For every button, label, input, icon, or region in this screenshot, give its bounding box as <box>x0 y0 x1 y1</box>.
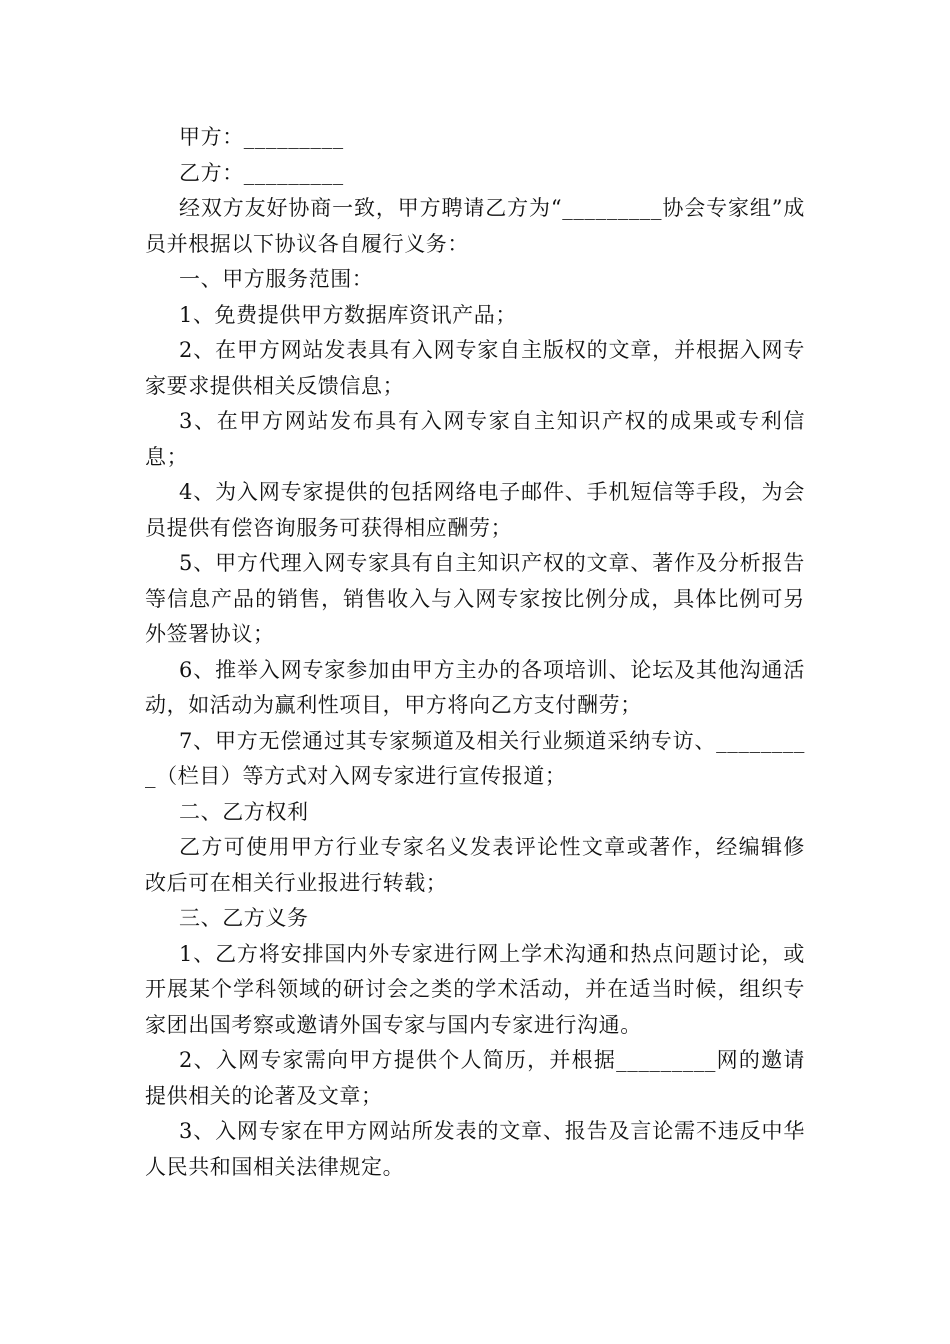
obligation-item-1: 1、乙方将安排国内外专家进行网上学术沟通和热点问题讨论，或开展某个学科领域的研讨会之类的学术活动，并在适当时候，组织专家团出国考察或邀请外国专家与国内专家进行沟通。 <box>145 941 805 1037</box>
service-item-2: 2、在甲方网站发表具有入网专家自主版权的文章，并根据入网专家要求提供相关反馈信息； <box>145 338 805 398</box>
intro-paragraph: 经双方友好协商一致，甲方聘请乙方为“_________协会专家组”成员并根据以下协议各自履行义务： <box>145 196 805 256</box>
section-heading-party-a-services: 一、甲方服务范围： <box>179 267 374 291</box>
party-a-line: 甲方：_________ <box>179 125 344 149</box>
service-item-5: 5、甲方代理入网专家具有自主知识产权的文章、著作及分析报告等信息产品的销售，销售收入与入网专家按比例分成，具体比例可另外签署协议； <box>145 551 805 646</box>
service-item-7: 7、甲方无偿通过其专家频道及相关行业频道采纳专访、_________（栏目）等方式对入网专家进行宣传报道； <box>145 728 805 788</box>
obligation-item-3: 3、入网专家在甲方网站所发表的文章、报告及言论需不违反中华人民共和国相关法律规定。 <box>145 1119 805 1179</box>
obligation-item-2: 2、入网专家需向甲方提供个人简历，并根据_________网的邀请提供相关的论著及文章； <box>145 1048 805 1108</box>
service-item-3: 3、在甲方网站发布具有入网专家自主知识产权的成果或专利信息； <box>145 409 805 469</box>
service-item-6: 6、推举入网专家参加由甲方主办的各项培训、论坛及其他沟通活动，如活动为赢利性项目，甲方将向乙方支付酬劳； <box>145 657 805 717</box>
service-item-4: 4、为入网专家提供的包括网络电子邮件、手机短信等手段，为会员提供有偿咨询服务可获得相应酬劳； <box>145 480 805 540</box>
document-body <box>145 120 805 1185</box>
section-heading-party-b-rights: 二、乙方权利 <box>179 799 309 824</box>
section-heading-party-b-obligations: 三、乙方义务 <box>179 906 309 930</box>
rights-paragraph: 乙方可使用甲方行业专家名义发表评论性文章或著作，经编辑修改后可在相关行业报进行转载； <box>145 835 805 895</box>
party-b-line: 乙方：_________ <box>179 160 344 185</box>
service-item-1: 1、免费提供甲方数据库资讯产品； <box>179 302 517 327</box>
